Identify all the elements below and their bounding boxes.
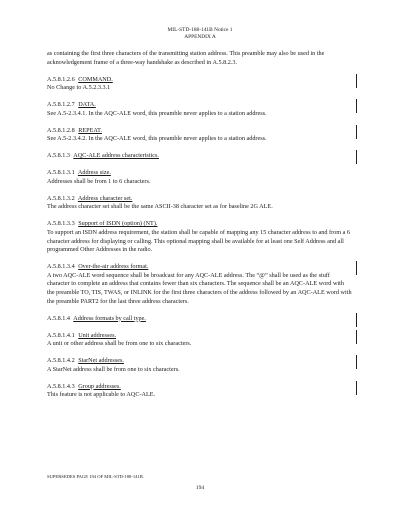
section-title: Group addresses.: [78, 382, 121, 390]
section-number: A.5.8.1.3.1: [47, 169, 75, 177]
section-heading: [47, 383, 353, 392]
section-title: StarNet addresses.: [78, 357, 124, 365]
section-a58134: [47, 263, 353, 306]
section-a58126: [47, 76, 353, 93]
section-number: A.5.8.1.2.8: [47, 126, 75, 134]
section-number: A.5.8.1.4.1: [47, 331, 75, 339]
section-heading: [47, 263, 353, 272]
section-a58133: [47, 220, 353, 254]
section-heading: [47, 195, 353, 204]
section-a5813: [47, 152, 353, 161]
section-heading: [47, 169, 353, 178]
section-a58128: [47, 127, 353, 144]
change-bar: [356, 355, 357, 369]
section-heading: [47, 315, 353, 324]
section-a58142: [47, 357, 353, 374]
intro-text: as containing the first three characters of the transmitting station address. This preamble may also be used in the acknowledgement frame of a three-way handshake as described in A.5.8.2.3.: [47, 50, 325, 66]
section-text: To support an ISDN address requirement, the station shall be capable of mapping any 15 character address to and from a 6 character address for displaying or calling. This optional mapping shall be available for at least one Self Address and all programmed Other Addresses in the radio.: [47, 229, 351, 254]
section-text: See A.5-2.3.4.2. In the AQC-ALE word, this preamble never applies to a station address.: [47, 135, 267, 143]
change-bar: [356, 99, 357, 113]
section-title: Unit addresses.: [78, 331, 117, 339]
section-text: See A.5-2.3.4.1. In the AQC-ALE word, this preamble never applies to a station address.: [47, 109, 267, 117]
section-text: A two AQC-ALE word sequence shall be broadcast for any AQC-ALE address. The “@” shall be used as the stuff character to complete an address that contains fewer than six characters. The sequence shall be an AQC-ALE word with the preamble TO, TIS, TWAS, or INLINK for the first three characters of the address followed by an AQC-ALE word with the preamble PART2 for the last three address characters.: [47, 271, 352, 305]
section-title: Address character set.: [77, 194, 133, 202]
document-body: [47, 50, 353, 408]
section-a5814: [47, 315, 353, 324]
change-bar: [356, 125, 357, 139]
section-title: Over-the-air address format.: [78, 263, 149, 271]
section-title: AQC-ALE address characteristics.: [73, 152, 159, 160]
section-a58132: [47, 195, 353, 212]
intro-paragraph: [47, 50, 353, 67]
section-text: A unit or other address shall be from one to six characters.: [47, 340, 192, 348]
section-number: A.5.8.1.3.3: [47, 220, 75, 228]
section-number: A.5.8.1.2.6: [47, 75, 75, 83]
section-text: Addresses shall be from 1 to 6 characters.: [47, 177, 151, 185]
section-title: REPEAT.: [78, 126, 102, 134]
section-text: No Change to A.5.2.3.3.1: [47, 84, 111, 92]
section-heading: [47, 357, 353, 366]
section-number: A.5.8.1.3.4: [47, 263, 75, 271]
section-number: A.5.8.1.2.7: [47, 101, 75, 109]
running-header-title: MIL-STD-188-141B Notice 1: [167, 27, 233, 33]
change-bar: [356, 74, 357, 88]
section-heading: [47, 101, 353, 110]
section-number: A.5.8.1.3.2: [47, 194, 75, 202]
section-heading: [47, 152, 353, 161]
change-bar: [356, 261, 357, 275]
section-text: The address character set shall be the same ASCII-38 character set as for baseline 2G ALE.: [47, 203, 273, 211]
section-a58141: [47, 332, 353, 349]
section-text: This feature is not applicable to AQC-ALE.: [47, 391, 156, 399]
section-title: Address formats by call type.: [73, 314, 146, 322]
section-a58131: [47, 169, 353, 186]
change-bar: [356, 330, 357, 344]
section-a58127: [47, 101, 353, 118]
section-title: DATA.: [78, 101, 96, 109]
section-heading: [47, 127, 353, 136]
section-number: A.5.8.1.4.3: [47, 382, 75, 390]
section-heading: [47, 76, 353, 85]
section-a58143: [47, 383, 353, 400]
section-title: Support of ISDN (option) (NT).: [78, 220, 158, 228]
section-number: A.5.8.1.4.2: [47, 357, 75, 365]
change-bar: [356, 150, 357, 164]
supersedes-note: SUPERSEDES PAGE 194 OF MIL-STD-188-141B.: [47, 474, 144, 479]
section-title: Address size.: [77, 169, 111, 177]
section-heading: [47, 220, 353, 229]
section-number: A.5.8.1.3: [47, 152, 71, 160]
section-number: A.5.8.1.4: [47, 314, 71, 322]
section-text: A StarNet address shall be from one to six characters.: [47, 365, 180, 373]
change-bar: [356, 381, 357, 395]
section-title: COMMAND.: [78, 75, 113, 83]
page-number: 194: [195, 485, 205, 491]
section-heading: [47, 332, 353, 341]
change-bar: [356, 313, 357, 327]
running-header-appendix: APPENDIX A: [184, 34, 216, 40]
